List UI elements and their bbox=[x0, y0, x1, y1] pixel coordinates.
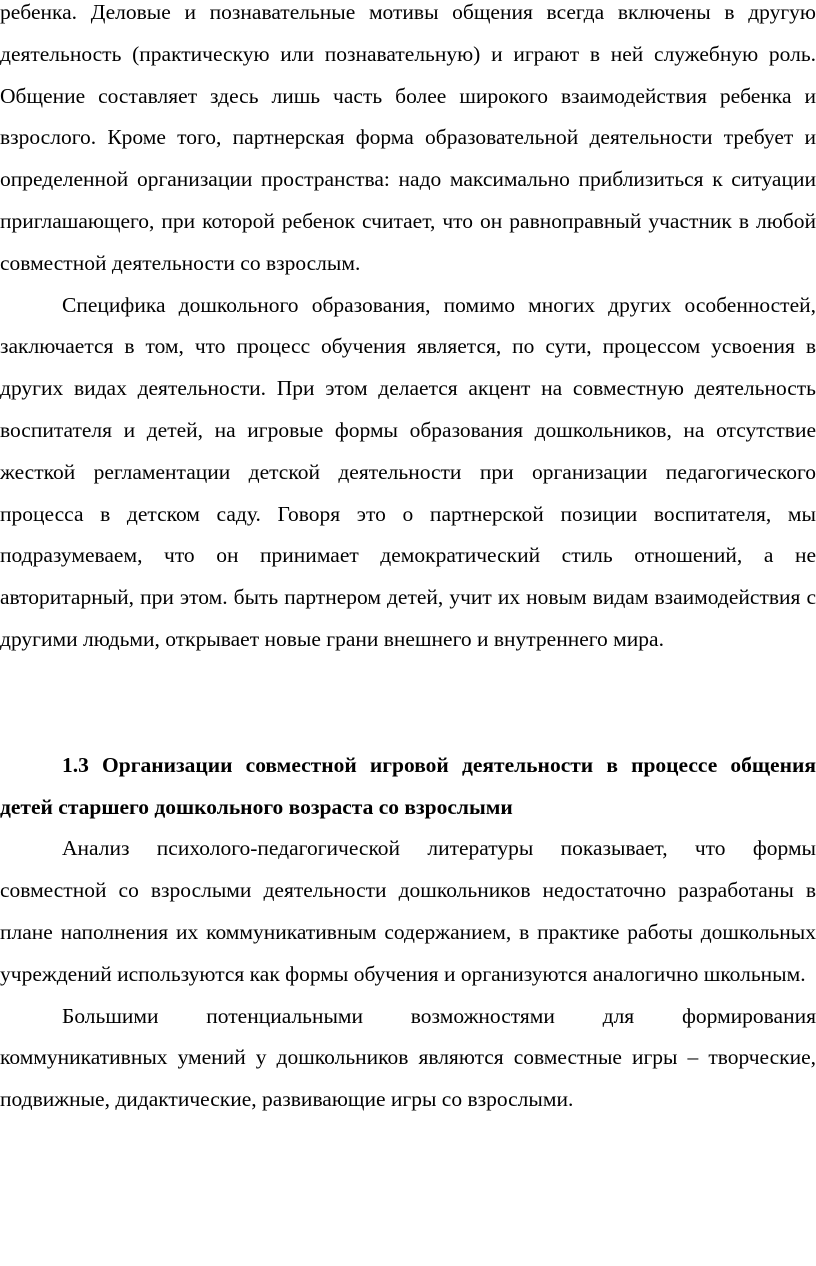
paragraph-literature-analysis: Анализ психолого-педагогической литературы показывает, что формы совместной со взрослыми деятельности дошкольников недостаточно разработаны в плане наполнения их коммуникативным содержанием, в практике работы дошкольных учреждений используются как формы обучения и организуются аналогично школьным. bbox=[0, 836, 816, 986]
paragraph-preschool-specifics: Специфика дошкольного образования, помимо многих других особенностей, заключается в том, что процесс обучения является, по сути, процессом усвоения в других видах деятельности. При этом делается акцент на совместную деятельность воспитателя и детей, на игровые формы образования дошкольников, на отсутствие жесткой регламентации детской деятельности при организации педагогического процесса в детском саду. Говоря это о партнерской позиции воспитателя, мы подразумеваем, что он принимает демократический стиль отношений, а не авторитарный, при этом. быть партнером детей, учит их новым видам взаимодействия с другими людьми, открывает новые грани внешнего и внутреннего мира. bbox=[0, 292, 816, 651]
paragraph-joint-games: Большими потенциальными возможностями для формирования коммуникативных умений у дошкольников являются совместные игры – творческие, подвижные, дидактические, развивающие игры со взрослыми. bbox=[0, 1003, 816, 1112]
section-heading: 1.3 Организации совместной игровой деятельности в процессе общения детей старшего дошкольного возраста со взрослыми bbox=[0, 752, 816, 819]
paragraph-continuation: ребенка. Деловые и познавательные мотивы общения всегда включены в другую деятельность (практическую или познавательную) и играют в ней служебную роль. Общение составляет здесь лишь часть более широкого взаимодействия ребенка и взрослого. Кроме того, партнерская форма образовательной деятельности требует и определенной организации пространства: надо максимально приблизиться к ситуации приглашающего, при которой ребенок считает, что он равноправный участник в любой совместной деятельности со взрослым. bbox=[0, 0, 816, 275]
